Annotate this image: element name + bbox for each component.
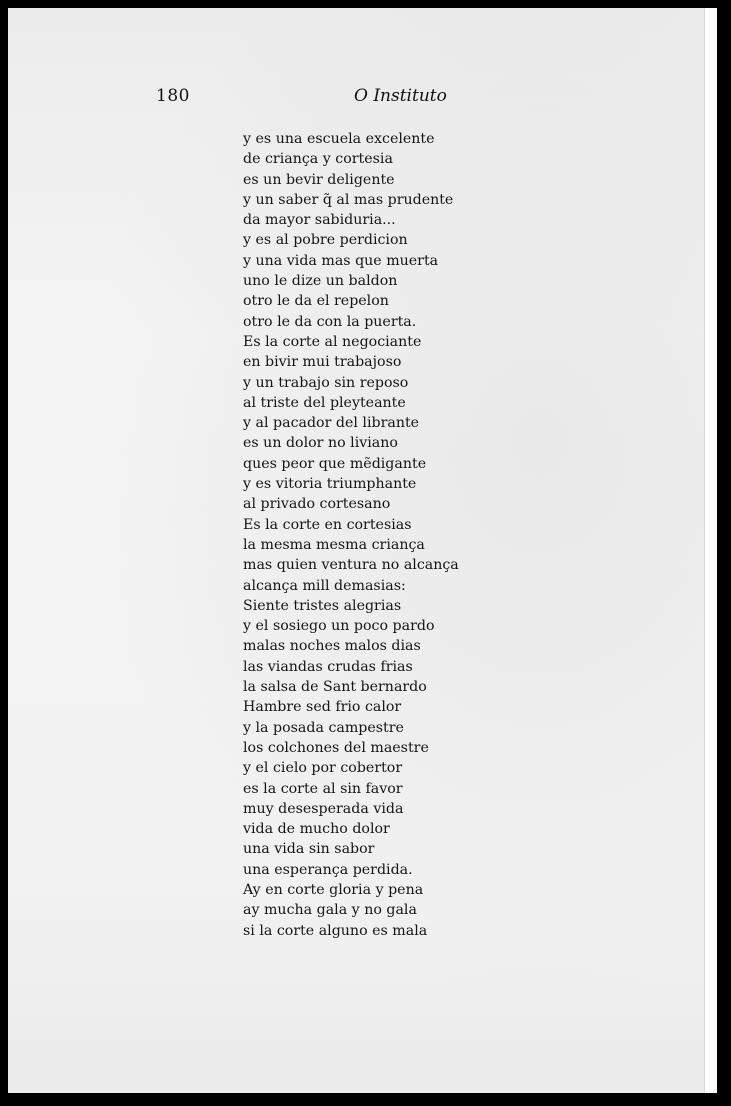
poem-line: ques peor que mẽdigante (243, 455, 427, 472)
poem-line: Es la corte en cortesias (243, 516, 412, 533)
poem-line: y es una escuela excelente (243, 131, 435, 147)
poem-line: la salsa de Sant bernardo (243, 679, 427, 696)
page-header (8, 86, 717, 110)
poem-line: Es la corte al negociante (243, 333, 422, 350)
poem-line: da mayor sabiduria... (243, 212, 396, 229)
poem-line: las viandas crudas frias (243, 658, 413, 675)
poem-line: vida de mucho dolor (243, 821, 390, 838)
page-number: 180 (156, 86, 190, 106)
poem-line: y el sosiego un poco pardo (243, 618, 435, 635)
poem-line: de criança y cortesia (243, 151, 393, 168)
poem-line: la mesma mesma criança (243, 536, 425, 553)
poem-line: uno le dize un baldon (243, 273, 398, 290)
poem-line: es un bevir deligente (243, 171, 395, 188)
poem-line: Siente tristes alegrias (243, 597, 402, 614)
poem-line: al privado cortesano (243, 496, 391, 513)
poem-line: muy desesperada vida (243, 800, 404, 817)
poem-line: y es al pobre perdicion (243, 232, 408, 249)
poem-line: y es vitoria triumphante (243, 476, 417, 493)
poem-line: otro le da con la puerta. (243, 313, 417, 330)
poem-line: otro le da el repelon (243, 293, 389, 310)
book-page (8, 8, 717, 1093)
poem-line: mas quien ventura no alcança (243, 557, 459, 574)
running-title: O Instituto (354, 86, 447, 106)
poem-line: una vida sin sabor (243, 841, 375, 858)
poem-line: es la corte al sin favor (243, 780, 403, 797)
poem-line: y una vida mas que muerta (243, 252, 439, 269)
poem-line: y el cielo por cobertor (243, 760, 403, 777)
poem-line: Hambre sed frio calor (243, 699, 402, 716)
poem-text (243, 129, 459, 941)
poem-line: Ay en corte gloria y pena (243, 881, 424, 898)
poem-line: y al pacador del librante (243, 415, 420, 432)
poem-line: los colchones del maestre (243, 739, 429, 756)
poem-line: y un saber q̃ al mas prudente (243, 191, 454, 208)
poem-line: y la posada campestre (243, 719, 404, 736)
poem-line: al triste del pleyteante (243, 394, 406, 411)
poem-line: una esperança perdida. (243, 861, 413, 878)
poem-line: alcança mill demasias: (243, 577, 406, 594)
poem-line: ay mucha gala y no gala (243, 902, 417, 919)
poem-line: en bivir mui trabajoso (243, 354, 402, 371)
page-edge-strip (704, 8, 717, 1093)
poem-line: es un dolor no liviano (243, 435, 398, 452)
poem-line: si la corte alguno es mala (243, 922, 428, 939)
poem-line: y un trabajo sin reposo (243, 374, 409, 391)
poem-line: malas noches malos dias (243, 638, 421, 655)
